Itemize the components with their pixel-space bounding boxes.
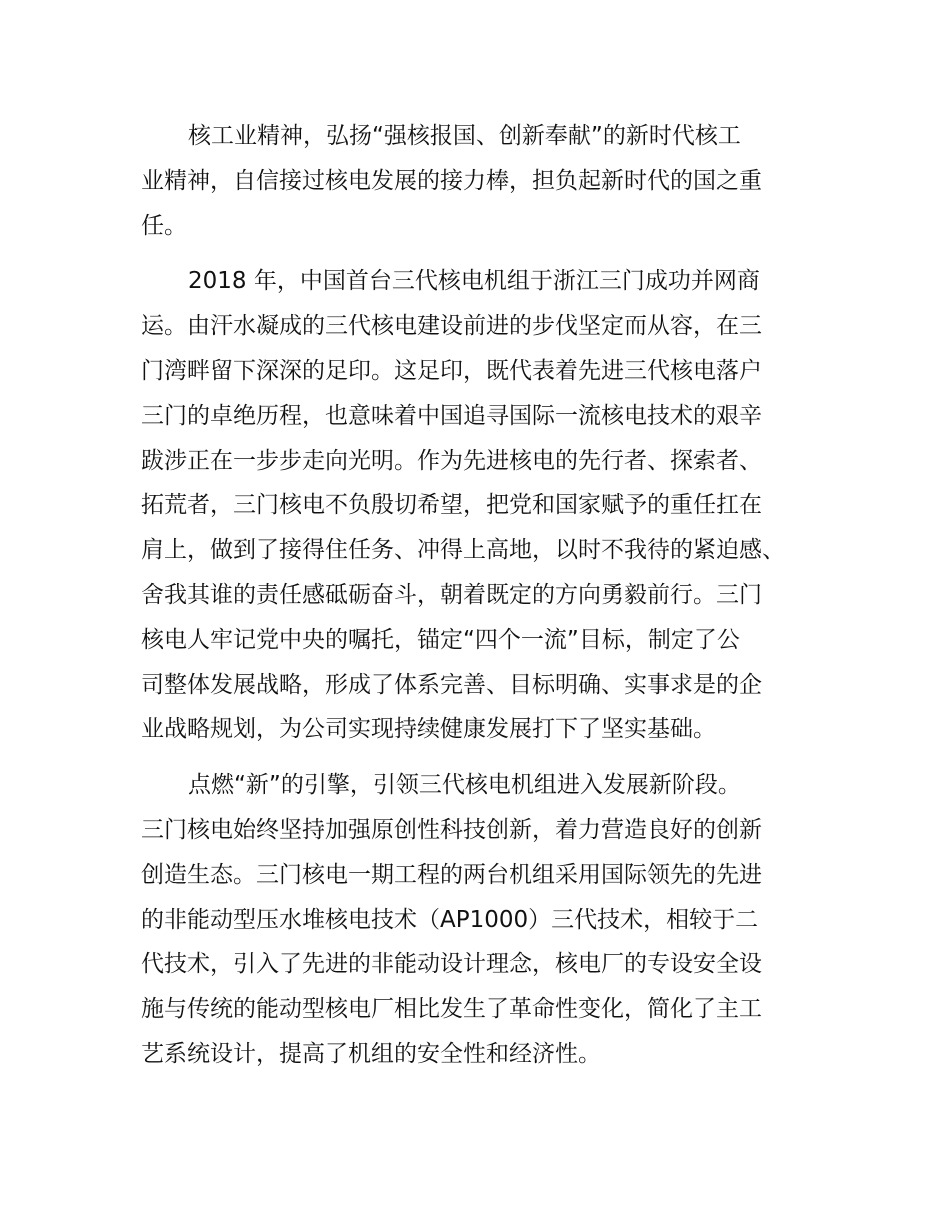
paragraph-3 (141, 763, 821, 1077)
paragraph-line: 运。由汗水凝成的三代核电建设前进的步伐坚定而从容，在三 (141, 313, 762, 340)
paragraph-line: 核电人牢记党中央的嘱托，锚定“四个一流”目标，制定了公 (141, 626, 740, 653)
paragraph-line: 肩上，做到了接得住任务、冲得上高地，以时不我待的紧迫感、 (141, 537, 785, 564)
paragraph-line: 的非能动型压水堆核电技术（AP1000）三代技术，相较于二 (141, 906, 759, 933)
paragraph-line: 业精神，自信接过核电发展的接力棒，担负起新时代的国之重 (141, 167, 762, 194)
paragraph-line: 创造生态。三门核电一期工程的两台机组采用国际领先的先进 (141, 861, 762, 888)
paragraph-line: 任。 (141, 212, 187, 239)
paragraph-line: 点燃“新”的引擎，引领三代核电机组进入发展新阶段。 (188, 772, 741, 799)
paragraph-line: 三门的卓绝历程，也意味着中国追寻国际一流核电技术的艰辛 (141, 402, 762, 429)
paragraph-line: 三门核电始终坚持加强原创性科技创新，着力营造良好的创新 (141, 816, 762, 843)
paragraph-line: 代技术，引入了先进的非能动设计理念，核电厂的专设安全设 (141, 951, 762, 978)
paragraph-line: 核工业精神，弘扬“强核报国、创新奉献”的新时代核工 (188, 123, 741, 149)
paragraph-line: 门湾畔留下深深的足印。这足印，既代表着先进三代核电落户 (141, 357, 762, 384)
paragraph-line: 艺系统设计，提高了机组的安全性和经济性。 (141, 1040, 601, 1067)
paragraph-line: 跋涉正在一步步走向光明。作为先进核电的先行者、探索者、 (141, 447, 762, 474)
paragraph-line: 2018 年，中国首台三代核电机组于浙江三门成功并网商 (188, 268, 760, 295)
paragraph-2 (141, 259, 821, 752)
paragraph-line: 施与传统的能动型核电厂相比发生了革命性变化，简化了主工 (141, 996, 762, 1023)
paragraph-1 (141, 114, 821, 248)
paragraph-line: 业战略规划，为公司实现持续健康发展打下了坚实基础。 (141, 716, 716, 743)
paragraph-line: 舍我其谁的责任感砥砺奋斗，朝着既定的方向勇毅前行。三门 (141, 581, 762, 608)
document-body (141, 114, 821, 1088)
paragraph-line: 拓荒者，三门核电不负殷切希望，把党和国家赋予的重任扛在 (141, 492, 762, 519)
paragraph-line: 司整体发展战略，形成了体系完善、目标明确、实事求是的企 (141, 671, 762, 698)
